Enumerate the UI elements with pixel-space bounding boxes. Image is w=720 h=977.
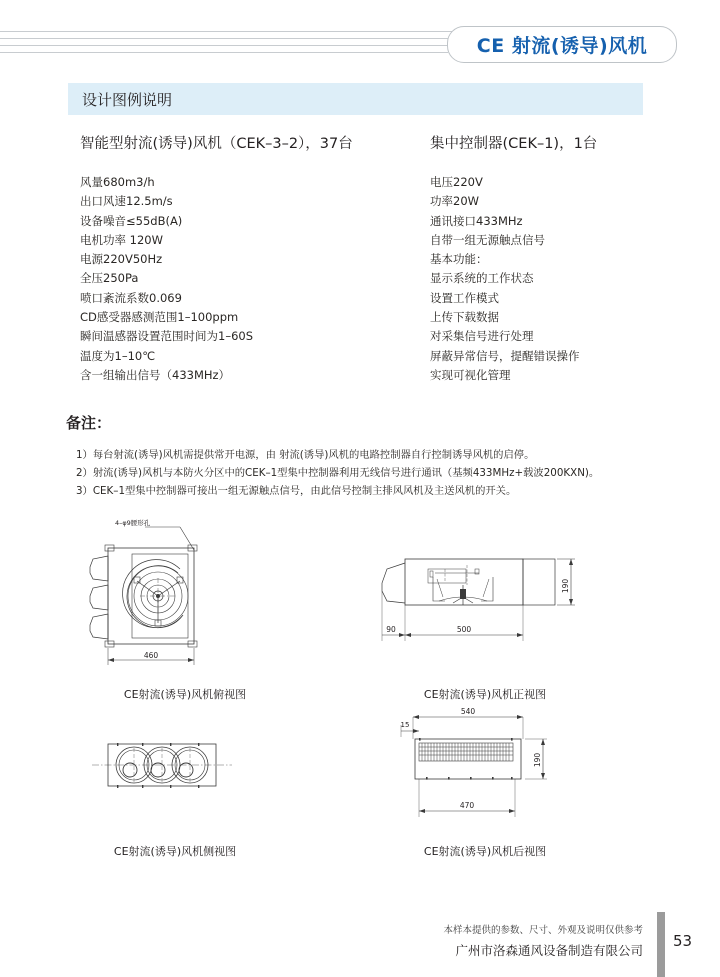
spec-heading-controller: 集中控制器(CEK–1)，1台 — [430, 136, 598, 152]
drawing-front-view — [375, 545, 600, 685]
page-number: 53 — [673, 932, 693, 950]
rear-view-height-dim: 190 — [533, 752, 542, 768]
spec-heading-fan: 智能型射流(诱导)风机（CEK–3–2），37台 — [80, 136, 353, 152]
caption-front-view: CE射流(诱导)风机正视图 — [423, 688, 547, 701]
caption-side-view: CE射流(诱导)风机侧视图 — [113, 845, 237, 858]
spec-item: CD感受器感测范围1–100ppm — [80, 310, 239, 325]
spec-item: 出口风速12.5m/s — [80, 194, 173, 209]
page-footer — [0, 912, 720, 977]
spec-item: 屏蔽异常信号，提醒错误操作 — [430, 348, 580, 363]
footer-vertical-rule — [657, 912, 665, 977]
top-view-width-dim: 460 — [143, 651, 159, 660]
spec-item: 风量680m3/h — [80, 175, 155, 189]
header-line-1 — [0, 31, 452, 32]
header-line-3 — [0, 45, 452, 46]
spec-item: 实现可视化管理 — [430, 367, 511, 382]
section-title-bar — [68, 83, 643, 115]
spec-item: 上传下载数据 — [430, 310, 499, 325]
spec-item: 显示系统的工作状态 — [430, 271, 534, 286]
front-view-height-dim: 190 — [561, 578, 570, 594]
spec-list-fan — [80, 173, 410, 385]
drawing-rear-view — [375, 705, 600, 845]
header-line-4 — [0, 52, 448, 53]
drawing-top-view — [70, 515, 300, 685]
section-title: 设计图例说明 — [82, 90, 173, 109]
spec-item: 电机功率 120W — [80, 232, 163, 247]
spec-item: 温度为1–10℃ — [80, 348, 156, 363]
spec-item: 功率20W — [430, 194, 480, 209]
spec-item: 设备噪音≤55dB(A) — [80, 213, 183, 228]
spec-item: 自带一组无源触点信号 — [430, 232, 545, 247]
rear-view-outer-dim: 540 — [460, 707, 476, 716]
caption-rear-view: CE射流(诱导)风机后视图 — [423, 845, 547, 858]
front-view-nozzle-dim: 90 — [386, 625, 396, 634]
footer-disclaimer: 本样本提供的参数、尺寸、外观及说明仅供参考 — [443, 925, 643, 936]
footer-company-name: 广州市洛森通风设备制造有限公司 — [455, 943, 643, 958]
spec-item: 全压250Pa — [80, 271, 139, 286]
spec-item: 瞬间温感器设置范围时间为1–60S — [80, 329, 253, 344]
spec-item: 电压220V — [430, 175, 483, 189]
spec-item: 设置工作模式 — [430, 290, 499, 305]
spec-item: 含一组输出信号（433MHz） — [80, 367, 231, 382]
spec-list-controller — [430, 173, 690, 385]
note-line: 3）CEK–1型集中控制器可接出一组无源触点信号，由此信号控制主排风风机及主送风机的开关。 — [76, 485, 517, 497]
spec-item: 喷口紊流系数0.069 — [80, 290, 182, 305]
note-line: 1）每台射流(诱导)风机需提供常开电源，由 射流(诱导)风机的电路控制器自行控制诱导风机的启停。 — [76, 449, 535, 461]
spec-column-controller — [430, 132, 690, 385]
spec-item: 对采集信号进行处理 — [430, 329, 534, 344]
top-view-callout: 4–φ9腰形孔 — [115, 519, 151, 527]
notes-section — [66, 412, 666, 500]
spec-item: 基本功能： — [430, 252, 488, 267]
rear-view-inner-dim: 470 — [459, 801, 475, 810]
front-view-length-dim: 500 — [456, 625, 472, 634]
note-line: 2）射流(诱导)风机与本防火分区中的CEK–1型集中控制器利用无线信号进行通讯（基频433MHz+载波200KXN)。 — [76, 467, 600, 479]
header-title-box — [447, 26, 677, 63]
header-decorative-lines — [0, 26, 465, 62]
page-header — [0, 0, 720, 78]
spec-item: 电源220V50Hz — [80, 252, 163, 267]
notes-title: 备注： — [66, 414, 112, 432]
drawing-side-view — [90, 730, 240, 840]
caption-top-view: CE射流(诱导)风机俯视图 — [123, 688, 247, 701]
spec-column-fan — [80, 132, 410, 385]
header-line-2 — [0, 38, 456, 39]
spec-item: 通讯接口433MHz — [430, 213, 523, 228]
rear-view-edge-dim: 15 — [400, 721, 410, 729]
page-title: CE 射流(诱导)风机 — [476, 35, 648, 57]
